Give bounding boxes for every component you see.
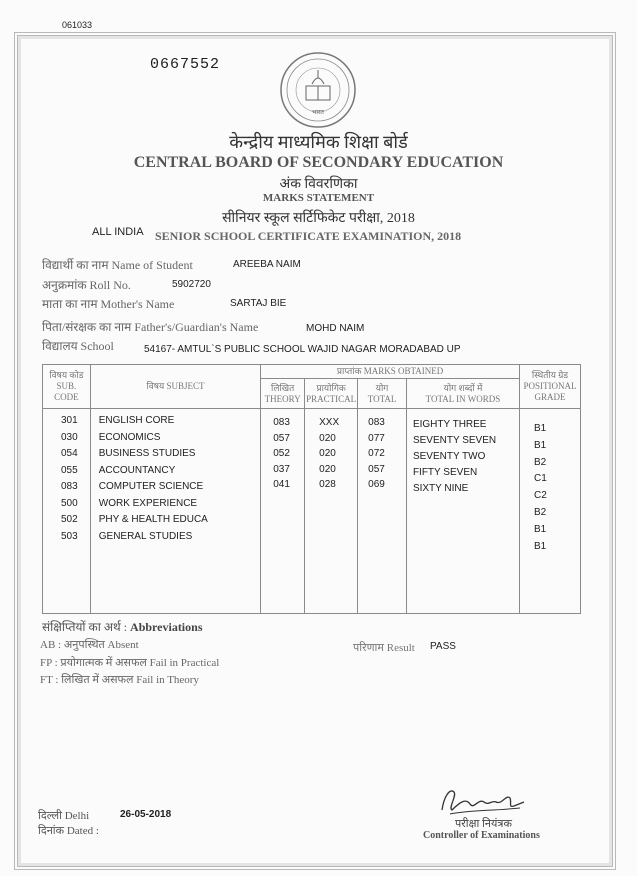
marks-in-words: SEVENTY SEVEN bbox=[412, 435, 497, 446]
exam-title-hindi: सीनियर स्कूल सर्टिफिकेट परीक्षा, 2018 bbox=[222, 211, 415, 226]
theory-mark: 052 bbox=[273, 448, 290, 459]
sub-code: 301 bbox=[61, 415, 78, 426]
exam-title-english: SENIOR SCHOOL CERTIFICATE EXAMINATION, 2018 bbox=[155, 229, 462, 243]
result-label: परिणाम Result bbox=[353, 642, 415, 654]
practical-mark: 020 bbox=[319, 448, 336, 459]
father-name: MOHD NAIM bbox=[306, 323, 365, 334]
practical-mark: XXX bbox=[319, 417, 340, 428]
practical-mark: 020 bbox=[319, 463, 336, 475]
positional-grade: B2 bbox=[534, 456, 547, 468]
sub-code: 502 bbox=[61, 514, 78, 525]
sub-code: 030 bbox=[61, 431, 78, 443]
theory-mark: 037 bbox=[273, 463, 290, 475]
subject-name: COMPUTER SCIENCE bbox=[98, 481, 204, 492]
controller-signature-icon bbox=[430, 780, 540, 820]
positional-grade: B1 bbox=[534, 439, 547, 451]
total-header: योग TOTAL bbox=[358, 379, 407, 409]
abbr-fail-practical: FP : प्रयोगात्मक में असफल Fail in Practical bbox=[40, 657, 220, 669]
marks-in-words: FIFTY SEVEN bbox=[412, 467, 478, 478]
total-mark: 072 bbox=[368, 448, 385, 459]
mother-name: SARTAJ BIE bbox=[230, 298, 287, 309]
grade-header: स्थितीय ग्रेड POSITIONAL GRADE bbox=[520, 365, 581, 409]
subject-name: BUSINESS STUDIES bbox=[98, 448, 196, 459]
all-india-label: ALL INDIA bbox=[92, 226, 144, 238]
seal-text: भारत bbox=[312, 109, 324, 116]
words-header: योग शब्दों में TOTAL IN WORDS bbox=[406, 379, 519, 409]
roll-number: 5902720 bbox=[172, 279, 211, 290]
subject-name: ACCOUNTANCY bbox=[98, 464, 176, 476]
board-name-hindi: केन्द्रीय माध्यमिक शिक्षा बोर्ड bbox=[229, 132, 408, 152]
practical-column bbox=[305, 409, 357, 613]
sub-code: 503 bbox=[61, 530, 78, 542]
result-value: PASS bbox=[430, 641, 456, 652]
sub-code-header: विषय कोड SUB. CODE bbox=[43, 365, 91, 409]
practical-header: प्रायोगिक PRACTICAL bbox=[305, 379, 358, 409]
school-name: 54167- AMTUL`S PUBLIC SCHOOL WAJID NAGAR MORADABAD UP bbox=[144, 344, 461, 355]
abbr-fail-theory: FT : लिखित में असफल Fail in Theory bbox=[40, 674, 199, 686]
positional-grade: B1 bbox=[534, 540, 547, 552]
positional-grade: C2 bbox=[534, 490, 547, 502]
codes-column bbox=[43, 409, 90, 613]
sub-code: 055 bbox=[61, 464, 78, 476]
abbr-absent: AB : अनुपस्थित Absent bbox=[40, 639, 139, 651]
practical-mark: 020 bbox=[319, 432, 336, 444]
total-mark: 057 bbox=[368, 463, 385, 475]
sub-code: 500 bbox=[61, 497, 78, 509]
date-label: दिनांक Dated : bbox=[38, 825, 99, 837]
total-column bbox=[358, 409, 406, 613]
theory-header: लिखित THEORY bbox=[261, 379, 305, 409]
controller-title-english: Controller of Examinations bbox=[423, 830, 540, 841]
mother-name-label: माता का नाम Mother's Name bbox=[42, 297, 175, 311]
words-column bbox=[407, 409, 519, 613]
place-label: दिल्ली Delhi bbox=[38, 810, 90, 822]
total-mark: 069 bbox=[368, 479, 385, 490]
issue-date: 26-05-2018 bbox=[120, 809, 172, 820]
marks-in-words: EIGHTY THREE bbox=[412, 419, 487, 430]
total-mark: 083 bbox=[368, 417, 385, 428]
serial-number: 061033 bbox=[62, 20, 93, 30]
marks-title-english: MARKS STATEMENT bbox=[262, 192, 375, 204]
theory-column bbox=[261, 409, 304, 613]
subject-name: WORK EXPERIENCE bbox=[98, 497, 198, 509]
marks-obtained-header: प्राप्तांक MARKS OBTAINED bbox=[261, 365, 520, 379]
subject-name: ECONOMICS bbox=[98, 431, 161, 443]
school-label: विद्यालय School bbox=[42, 339, 114, 353]
theory-mark: 057 bbox=[273, 432, 290, 444]
subject-name: GENERAL STUDIES bbox=[98, 530, 193, 542]
marks-title-hindi: अंक विवरणिका bbox=[279, 177, 358, 192]
subjects-column bbox=[91, 409, 260, 613]
positional-grade: C1 bbox=[534, 473, 547, 485]
sub-code: 083 bbox=[61, 481, 78, 492]
sub-code: 054 bbox=[61, 448, 78, 459]
theory-mark: 083 bbox=[273, 417, 290, 428]
father-name-label: पिता/संरक्षक का नाम Father's/Guardian's Name bbox=[42, 320, 259, 334]
board-name-english: CENTRAL BOARD OF SECONDARY EDUCATION bbox=[133, 154, 504, 171]
theory-mark: 041 bbox=[273, 479, 290, 490]
marks-table bbox=[42, 364, 581, 614]
total-mark: 077 bbox=[368, 432, 385, 444]
abbreviations-title: संक्षिप्तियों का अर्थ : Abbreviations bbox=[42, 620, 203, 634]
positional-grade: B2 bbox=[534, 507, 547, 518]
positional-grade: B1 bbox=[534, 523, 547, 535]
student-name: AREEBA NAIM bbox=[233, 259, 301, 270]
marks-in-words: SEVENTY TWO bbox=[412, 451, 486, 462]
positional-grade: B1 bbox=[534, 423, 547, 434]
student-name-label: विद्यार्थी का नाम Name of Student bbox=[42, 258, 193, 272]
subject-name: PHY & HEALTH EDUCA bbox=[98, 514, 208, 525]
grades-column bbox=[520, 409, 580, 613]
subject-header: विषय SUBJECT bbox=[90, 365, 260, 409]
subject-name: ENGLISH CORE bbox=[98, 415, 175, 426]
marks-in-words: SIXTY NINE bbox=[412, 483, 469, 494]
controller-title-hindi: परीक्षा नियंत्रक bbox=[455, 818, 512, 830]
cbse-seal-icon bbox=[278, 50, 358, 130]
roll-number-label: अनुक्रमांक Roll No. bbox=[42, 278, 131, 292]
certificate-number: 0667552 bbox=[150, 56, 221, 73]
practical-mark: 028 bbox=[319, 479, 336, 490]
